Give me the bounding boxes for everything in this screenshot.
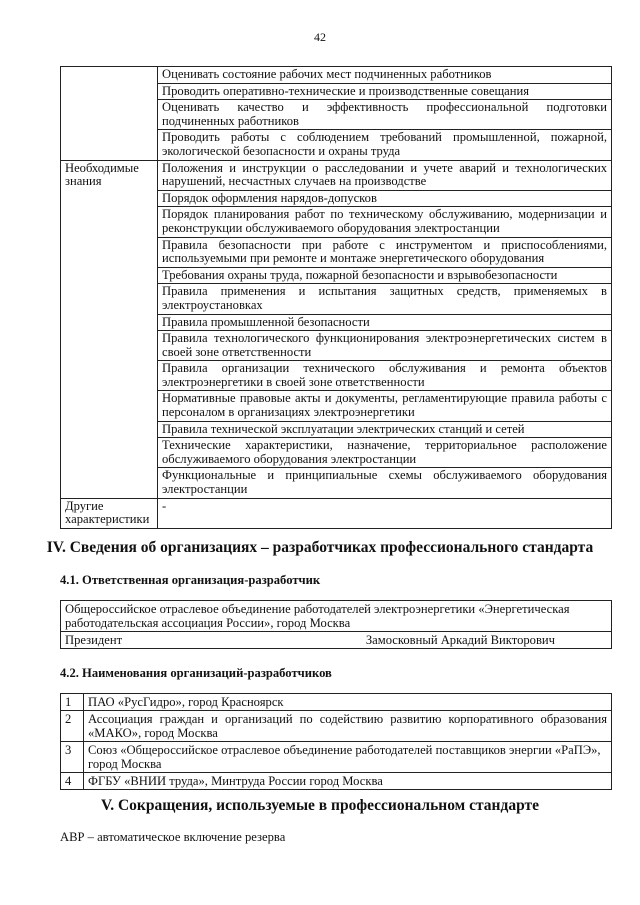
table-row xyxy=(61,160,612,190)
subsection-4-2-title: 4.2. Наименования организаций-разработчиков xyxy=(60,666,332,680)
table-row xyxy=(61,742,612,773)
subsection-4-1-title: 4.1. Ответственная организация-разработчик xyxy=(60,573,321,587)
developer-name: Союз «Общероссийское отраслевое объединение работодателей поставщиков энергии «РаПЭ», город Москва xyxy=(84,742,612,773)
developer-name: ПАО «РусГидро», город Красноярск xyxy=(84,694,612,711)
signatory-row xyxy=(65,633,607,647)
knowledge-row: Положения и инструкции о расследовании и учете аварий и технологических нарушений, несчастных случаев на производстве xyxy=(158,160,612,190)
knowledge-row: Функциональные и принципиальные схемы обслуживаемого оборудования электростанции xyxy=(158,468,612,498)
responsible-org-table xyxy=(60,600,612,649)
knowledge-row: Правила безопасности при работе с инструментом и приспособлениями, используемыми при ремонте и монтаже энергетического оборудования xyxy=(158,237,612,267)
knowledge-label: Необходимые знания xyxy=(61,160,158,498)
developer-number: 2 xyxy=(61,711,84,742)
knowledge-row: Технические характеристики, назначение, территориальное расположение обслуживаемого оборудования электростанции xyxy=(158,438,612,468)
other-label: Другие характеристики xyxy=(61,498,158,528)
knowledge-row: Порядок планирования работ по техническому обслуживанию, модернизации и реконструкции обслуживаемого оборудования электростанции xyxy=(158,207,612,237)
other-value: - xyxy=(158,498,612,528)
knowledge-row: Нормативные правовые акты и документы, регламентирующие правила работы с персоналом в организациях электроэнергетики xyxy=(158,391,612,421)
skills-label-cell xyxy=(61,67,158,161)
knowledge-row: Правила промышленной безопасности xyxy=(158,314,612,331)
developer-number: 4 xyxy=(61,773,84,790)
knowledge-row: Правила организации технического обслуживания и ремонта объектов электроэнергетики в своей зоне ответственности xyxy=(158,361,612,391)
section-5-title: V. Сокращения, используемые в профессиональном стандарте xyxy=(101,797,539,814)
table-row xyxy=(61,773,612,790)
skill-row: Проводить оперативно-технические и производственные совещания xyxy=(158,83,612,100)
knowledge-row: Правила технологического функционирования электроэнергетических систем в своей зоне ответственности xyxy=(158,331,612,361)
signatory-cell xyxy=(61,632,612,649)
knowledge-row: Правила технической эксплуатации электрических станций и сетей xyxy=(158,421,612,438)
org-name: Общероссийское отраслевое объединение работодателей электроэнергетики «Энергетическая работодательская ассоциация России», город Москва xyxy=(61,601,612,632)
section-4-title: IV. Сведения об организациях – разработчиках профессионального стандарта xyxy=(46,539,594,556)
developer-name: Ассоциация граждан и организаций по содействию развитию корпоративного образования «МАКО», город Москва xyxy=(84,711,612,742)
page-number: 42 xyxy=(314,30,326,44)
developers-table xyxy=(60,693,612,790)
skill-row: Оценивать качество и эффективность профессиональной подготовки подчиненных работников xyxy=(158,100,612,130)
developer-name: ФГБУ «ВНИИ труда», Минтруда России город Москва xyxy=(84,773,612,790)
knowledge-row: Порядок оформления нарядов-допусков xyxy=(158,190,612,207)
table-row xyxy=(61,632,612,649)
developer-number: 3 xyxy=(61,742,84,773)
skill-row: Оценивать состояние рабочих мест подчиненных работников xyxy=(158,67,612,84)
skill-row: Проводить работы с соблюдением требований промышленной, пожарной, экологической безопасности и охраны труда xyxy=(158,130,612,160)
knowledge-row: Правила применения и испытания защитных средств, применяемых в электроустановках xyxy=(158,284,612,314)
developer-number: 1 xyxy=(61,694,84,711)
table-row xyxy=(61,711,612,742)
table-row xyxy=(61,694,612,711)
abbreviation-entry: АВР – автоматическое включение резерва xyxy=(60,830,286,844)
table-row xyxy=(61,498,612,528)
knowledge-row: Требования охраны труда, пожарной безопасности и взрывобезопасности xyxy=(158,267,612,284)
table-row xyxy=(61,601,612,632)
signatory-name: Замосковный Аркадий Викторович xyxy=(365,633,555,647)
signatory-position: Президент xyxy=(65,633,123,647)
competencies-table xyxy=(60,66,612,529)
table-row xyxy=(61,67,612,84)
